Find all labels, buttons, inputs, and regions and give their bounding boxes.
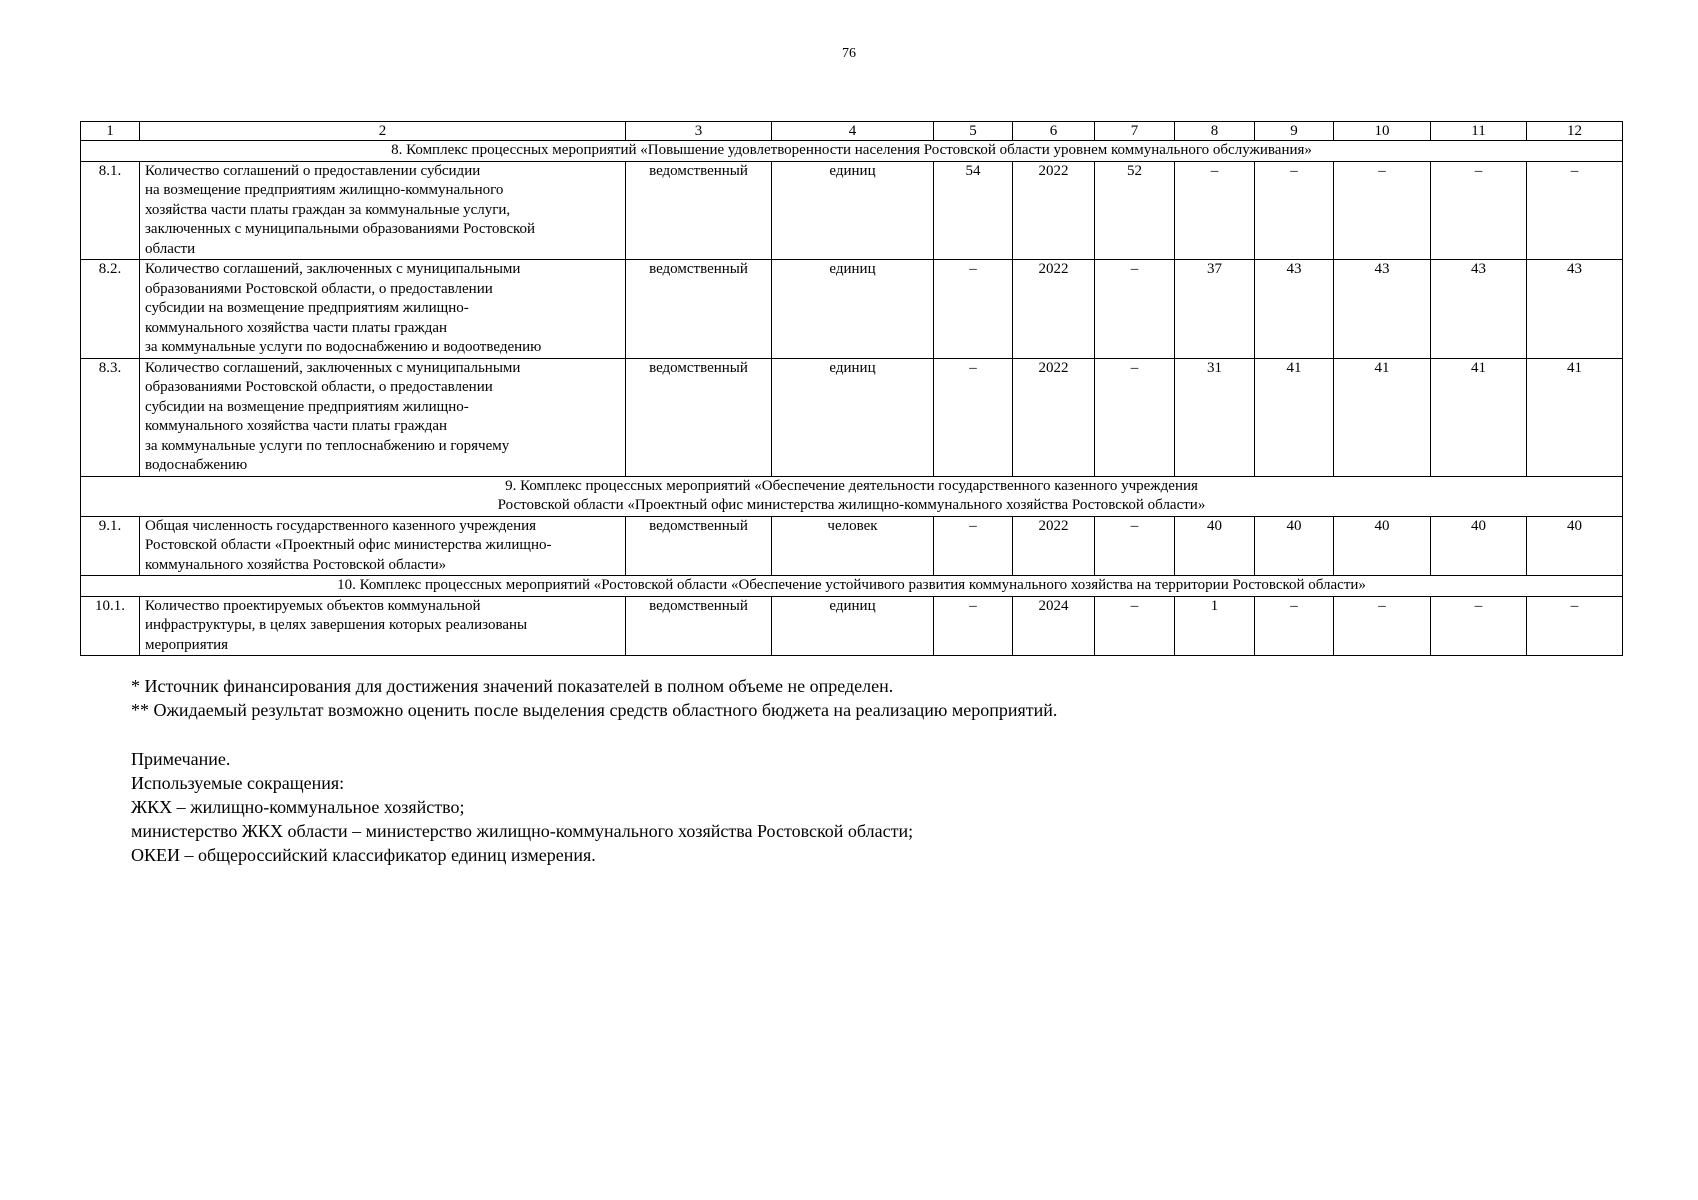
- table-cell: 1: [1175, 596, 1255, 656]
- table-cell: –: [1334, 596, 1431, 656]
- indicator-name: [140, 260, 626, 359]
- table-cell: –: [1431, 161, 1527, 260]
- indicator-name-line: Количество соглашений, заключенных с муниципальными: [145, 261, 521, 277]
- table-cell: –: [1095, 358, 1175, 476]
- column-number: 8: [1175, 122, 1255, 141]
- indicator-name-line: Количество соглашений, заключенных с муниципальными: [145, 359, 521, 376]
- table-row: [81, 516, 1623, 576]
- table-cell: единиц: [772, 596, 934, 656]
- section-title: [81, 141, 1623, 162]
- indicator-name-line: Ростовской области «Проектный офис министерства жилищно-: [145, 537, 552, 553]
- table-cell: 41: [1527, 358, 1623, 476]
- column-number: 10: [1334, 122, 1431, 141]
- table-cell: единиц: [772, 358, 934, 476]
- table-cell: 40: [1431, 516, 1527, 576]
- table-cell: –: [1527, 596, 1623, 656]
- indicator-name-line: Количество соглашений о предоставлении субсидии: [145, 162, 481, 179]
- table-cell: 41: [1255, 358, 1334, 476]
- table-cell: 40: [1175, 516, 1255, 576]
- indicator-name-line: коммунального хозяйства Ростовской области»: [145, 556, 447, 573]
- indicator-name: [140, 161, 626, 260]
- row-number: 9.1.: [81, 516, 140, 576]
- indicator-name-line: инфраструктуры, в целях завершения которых реализованы: [145, 617, 528, 633]
- table-cell: –: [1527, 161, 1623, 260]
- indicator-name-line: образованиями Ростовской области, о предоставлении: [145, 379, 493, 395]
- table-cell: 2022: [1013, 516, 1095, 576]
- footnote: * Источник финансирования для достижения значений показателей в полном объеме не определен.: [131, 676, 894, 696]
- table-cell: 43: [1255, 260, 1334, 359]
- column-number: 9: [1255, 122, 1334, 141]
- table-cell: человек: [772, 516, 934, 576]
- table-cell: ведомственный: [626, 596, 772, 656]
- table-row: [81, 161, 1623, 260]
- table-cell: –: [934, 516, 1013, 576]
- section-header-row: [81, 576, 1623, 597]
- table-cell: 2022: [1013, 358, 1095, 476]
- indicator-name: [140, 358, 626, 476]
- column-number-row: [81, 122, 1623, 141]
- column-number: 2: [140, 122, 626, 141]
- indicator-name-line: хозяйства части платы граждан за коммунальные услуги,: [145, 201, 511, 218]
- table-cell: –: [1334, 161, 1431, 260]
- table-cell: –: [934, 596, 1013, 656]
- table-cell: 43: [1431, 260, 1527, 359]
- table-cell: –: [1095, 260, 1175, 359]
- column-number: 6: [1013, 122, 1095, 141]
- table-row: [81, 260, 1623, 359]
- table-cell: 40: [1527, 516, 1623, 576]
- row-number: 10.1.: [81, 596, 140, 656]
- row-number: 8.1.: [81, 161, 140, 260]
- notes-block: [131, 674, 1057, 867]
- table-cell: –: [1255, 161, 1334, 260]
- table-cell: –: [1095, 596, 1175, 656]
- column-number: 1: [81, 122, 140, 141]
- section-title-line: Ростовской области «Проектный офис министерства жилищно-коммунального хозяйства Ростовской области»: [497, 497, 1206, 513]
- table-cell: 54: [934, 161, 1013, 260]
- table-cell: –: [934, 358, 1013, 476]
- section-title-line: 9. Комплекс процессных мероприятий «Обеспечение деятельности государственного казенного учреждения: [505, 477, 1198, 494]
- table-cell: ведомственный: [626, 161, 772, 260]
- table-cell: 31: [1175, 358, 1255, 476]
- table-cell: 41: [1431, 358, 1527, 476]
- indicator-name-line: Количество проектируемых объектов коммунальной: [145, 597, 481, 614]
- table-cell: –: [1431, 596, 1527, 656]
- column-number: 4: [772, 122, 934, 141]
- table-cell: –: [934, 260, 1013, 359]
- table-row: [81, 358, 1623, 476]
- note-title: Примечание.: [131, 749, 231, 769]
- table-cell: 2022: [1013, 260, 1095, 359]
- section-title: [81, 476, 1623, 516]
- indicator-name-line: за коммунальные услуги по водоснабжению и водоотведению: [145, 339, 542, 355]
- indicators-table: [80, 121, 1623, 656]
- footnote: ** Ожидаемый результат возможно оценить после выделения средств областного бюджета на реализацию мероприятий.: [131, 700, 1058, 720]
- indicator-name-line: области: [145, 240, 196, 257]
- indicator-name-line: образованиями Ростовской области, о предоставлении: [145, 280, 493, 297]
- table-cell: 43: [1334, 260, 1431, 359]
- table-cell: –: [1095, 516, 1175, 576]
- column-number: 3: [626, 122, 772, 141]
- indicator-name: [140, 596, 626, 656]
- row-number: 8.3.: [81, 358, 140, 476]
- table-cell: 37: [1175, 260, 1255, 359]
- abbrev-item: министерство ЖКХ области – министерство жилищно-коммунального хозяйства Ростовской области;: [131, 821, 914, 841]
- table-cell: –: [1175, 161, 1255, 260]
- table-cell: 2022: [1013, 161, 1095, 260]
- indicator-name-line: коммунального хозяйства части платы граждан: [145, 418, 448, 434]
- column-number: 12: [1527, 122, 1623, 141]
- indicator-name-line: на возмещение предприятиям жилищно-коммунального: [145, 182, 504, 198]
- table-cell: 2024: [1013, 596, 1095, 656]
- table-cell: единиц: [772, 260, 934, 359]
- table-row: [81, 596, 1623, 656]
- table-cell: 41: [1334, 358, 1431, 476]
- table-cell: 40: [1334, 516, 1431, 576]
- page-number: 76: [842, 46, 856, 61]
- section-title-line: 8. Комплекс процессных мероприятий «Повышение удовлетворенности населения Ростовской области уровнем коммунального обслуживания»: [391, 142, 1312, 158]
- column-number: 5: [934, 122, 1013, 141]
- indicator-name-line: водоснабжению: [145, 457, 248, 473]
- abbrev-header: Используемые сокращения:: [131, 773, 345, 793]
- indicator-name-line: заключенных с муниципальными образованиями Ростовской: [145, 221, 536, 237]
- indicator-name-line: коммунального хозяйства части платы граждан: [145, 319, 448, 336]
- table-cell: 43: [1527, 260, 1623, 359]
- table-cell: ведомственный: [626, 516, 772, 576]
- abbrev-item: ОКЕИ – общероссийский классификатор единиц измерения.: [131, 845, 596, 865]
- indicator-name-line: мероприятия: [145, 636, 229, 653]
- abbrev-item: ЖКХ – жилищно-коммунальное хозяйство;: [131, 797, 465, 817]
- table-cell: –: [1255, 596, 1334, 656]
- section-title-line: 10. Комплекс процессных мероприятий «Ростовской области «Обеспечение устойчивого развития коммунального хозяйства на территории Ростовской области»: [337, 577, 1366, 593]
- row-number: 8.2.: [81, 260, 140, 359]
- table-cell: ведомственный: [626, 260, 772, 359]
- column-number: 11: [1431, 122, 1527, 141]
- indicator-name: [140, 516, 626, 576]
- section-header-row: [81, 141, 1623, 162]
- section-header-row: [81, 476, 1623, 516]
- indicator-name-line: за коммунальные услуги по теплоснабжению и горячему: [145, 437, 510, 454]
- indicator-name-line: Общая численность государственного казенного учреждения: [145, 517, 537, 534]
- section-title: [81, 576, 1623, 597]
- column-number: 7: [1095, 122, 1175, 141]
- indicator-name-line: субсидии на возмещение предприятиям жилищно-: [145, 398, 469, 415]
- table-cell: единиц: [772, 161, 934, 260]
- table-cell: 52: [1095, 161, 1175, 260]
- indicator-name-line: субсидии на возмещение предприятиям жилищно-: [145, 300, 469, 316]
- table-cell: ведомственный: [626, 358, 772, 476]
- table-cell: 40: [1255, 516, 1334, 576]
